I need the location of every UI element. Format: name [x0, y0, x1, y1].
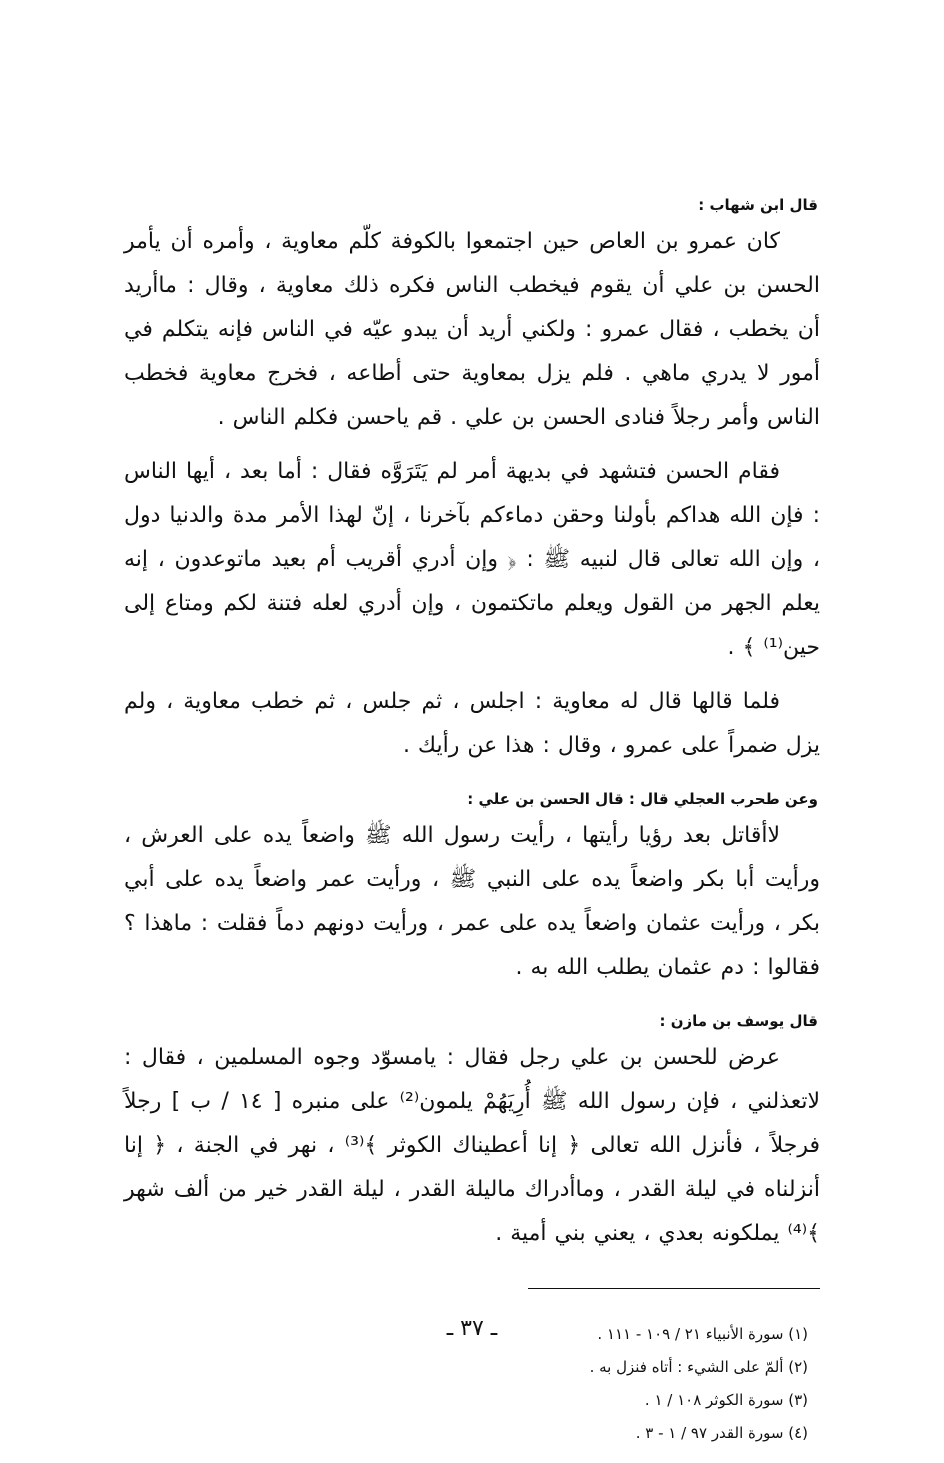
section-heading-yusuf: قال يوسف بن مازن :	[659, 1012, 818, 1030]
paragraph: فلما قالها قال له معاوية : اجلس ، ثم جلس ، ثم خطب معاوية ، ولم يزل ضمراً على عمرو ، وقال : هذا عن رأيك .	[124, 689, 820, 758]
section-heading-ibn-shihab: قال ابن شهاب :	[698, 196, 818, 214]
page-number: ـ ٣٧ ـ	[446, 1316, 498, 1341]
paragraph: لاأقاتل بعد رؤيا رأيتها ، رأيت رسول الله ﷺ واضعاً يده على العرش ، ورأيت أبا بكر واضعاً يده على النبي ﷺ ، ورأيت عمر واضعاً يده على أبي بكر ، ورأيت عثمان واضعاً يده على عمر ، ورأيت دونهم دماً فقلت : ماهذا ؟ فقالوا : دم عثمان يطلب الله به .	[124, 823, 820, 980]
section-heading-tahrab: وعن طحرب العجلي قال : قال الحسن بن علي :	[467, 790, 818, 808]
footnote-3: (٣) سورة الكوثر ١٠٨ / ١ .	[644, 1391, 808, 1409]
footnote-1: (١) سورة الأنبياء ٢١ / ١٠٩ - ١١١ .	[597, 1325, 808, 1343]
footnote-separator	[528, 1288, 820, 1289]
paragraph: عرض للحسن بن علي رجل فقال : يامسوّد وجوه المسلمين ، فقال : لاتعذلني ، فإن رسول الله ﷺ أُرِيَهُمْ يلمون⁽²⁾ على منبره [ ١٤ / ب ] رجلاً فرجلاً ، فأنزل الله تعالى ﴿ إنا أعطيناك الكوثر ﴾⁽³⁾ ، نهر في الجنة ، ﴿ إنا أنزلناه في ليلة القدر ، وماأدراك ماليلة القدر ، ليلة القدر خير من ألف شهر ﴾⁽⁴⁾ يملكونه بعدي ، يعني بني أمية .	[124, 1045, 821, 1246]
paragraph: كان عمرو بن العاص حين اجتمعوا بالكوفة كلّم معاوية ، وأمره أن يأمر الحسن بن علي أن يقوم فيخطب الناس فكره ذلك معاوية ، وقال : ماأريد أن يخطب ، فقال عمرو : ولكني أريد أن يبدو عيّه في الناس فإنه يتكلم في أمور لا يدري ماهي . فلم يزل بمعاوية حتى أطاعه ، فخرج معاوية فخطب الناس وأمر رجلاً فنادى الحسن بن علي . قم ياحسن فكلم الناس .	[124, 229, 820, 430]
footnote-2: (٢) ألمّ على الشيء : أتاه فنزل به .	[589, 1358, 808, 1376]
paragraph: فقام الحسن فتشهد في بديهة أمر لم يَتَرَوَّه فقال : أما بعد ، أيها الناس : فإن الله هداكم بأولنا وحقن دماءكم بآخرنا ، إنّ لهذا الأمر مدة والدنيا دول ، وإن الله تعالى قال لنبيه ﷺ : ﴿ وإن أدري أقريب أم بعيد ماتوعدون ، إنه يعلم الجهر من القول ويعلم ماتكتمون ، وإن أدري لعله فتنة لكم ومتاع إلى حين⁽¹⁾ ﴾ .	[124, 459, 820, 660]
footnote-4: (٤) سورة القدر ٩٧ / ١ - ٣ .	[635, 1424, 808, 1442]
